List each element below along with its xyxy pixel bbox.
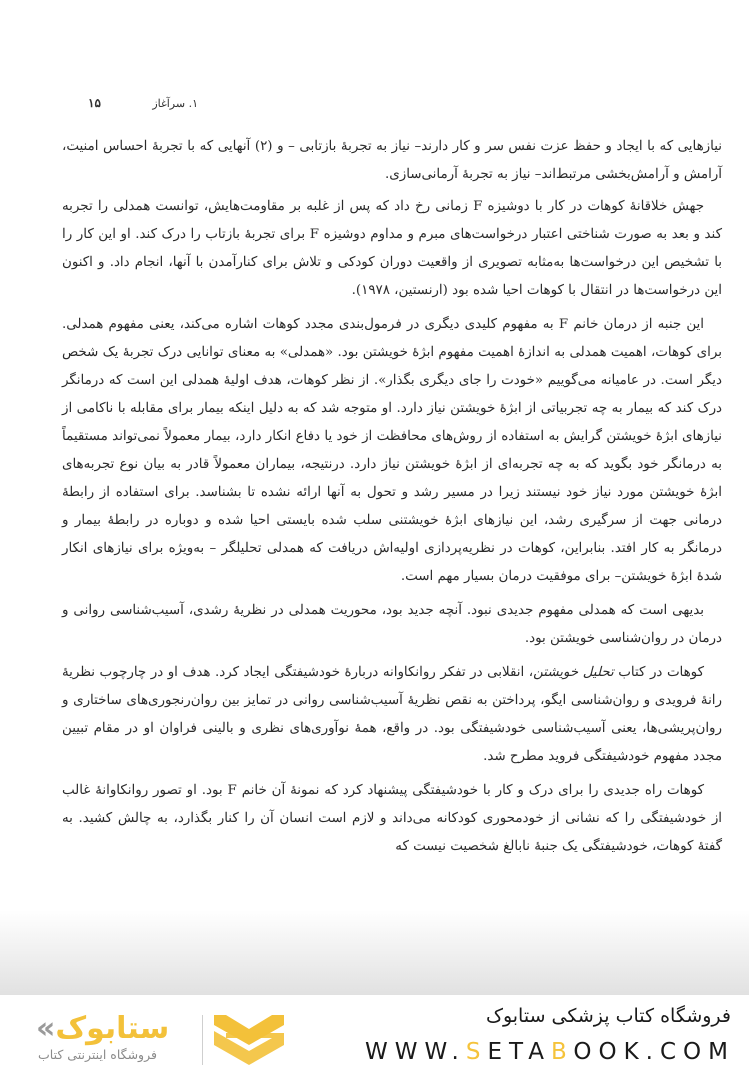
paragraph-6: کوهات راه جدیدی را برای درک و کار با خودشیفتگی پیشنهاد کرد که نمونهٔ آن خانم F بود. او تصور روانکاوانهٔ غالب از خودشیفتگی را که نشانی از خودمحوری کودکانه می‌داند و لازم است انسان آن را کنار بگذارد، به چالش کشید. به گفتهٔ کوهات، خودشیفتگی یک جنبهٔ نابالغ شخصیت نیست که — [62, 783, 722, 854]
paragraph-5-start: کوهات در کتاب — [613, 665, 704, 680]
paragraph-5-rest: ، انقلابی در تفکر روانکاوانه دربارهٔ خودشیفتگی ایجاد کرد. هدف او در چارچوب نظریهٔ رانهٔ فرویدی و روان‌شناسی ایگو، پرداختن به نقص نظریهٔ آسیب‌شناسی روانی در تمایز بین روان‌رنجوری‌های ساختاری و روان‌پریشی‌ها، یعنی آسیب‌شناسی خودشیفتگی بود. در واقع، همهٔ نوآوری‌های نظری و بالینی فراوان او در مقام تبیین مجدد مفهوم خودشیفتگی فروید مطرح شد. — [62, 665, 722, 764]
paragraph-1: نیازهایی که با ایجاد و حفظ عزت نفس سر و کار دارند– نیاز به تجربهٔ بازتابی – و (۲) آنهایی که با تجربهٔ احساس امنیت، آرامش و آرامش‌بخشی مرتبط‌اند– نیاز به تجربهٔ آرمانی‌سازی. — [62, 139, 722, 182]
running-head — [88, 96, 198, 110]
setabook-logo[interactable] — [32, 1011, 292, 1069]
url-part: OOK.COM — [573, 1039, 735, 1065]
chapter-title: ۱. سرآغاز — [152, 97, 198, 110]
url-part: ETA — [487, 1039, 552, 1065]
paragraph-5 — [62, 659, 722, 771]
url-part: WWW. — [364, 1039, 466, 1065]
paragraph-4: بدیهی است که همدلی مفهوم جدیدی نبود. آنچه جدید بود، محوریت همدلی در نظریهٔ رشدی، آسیب‌شناسی روانی و درمان در روان‌شناسی خویشتن بود. — [62, 603, 722, 646]
paragraph-2: جهش خلاقانهٔ کوهات در کار با دوشیزه F زمانی رخ داد که پس از غلبه بر مقاومت‌هایش، توانست همدلی را تجربه کند و بعد به صورت شناختی اعتبار درخواست‌های مبرم و مداوم دوشیزه F برای تجربهٔ بازتاب را درک کند. او این کار را با تشخیص این درخواست‌ها به‌مثابه تصویری از واقعیت دوران کودکی و تلاش برای کنارآمدن با آنها، انجام داد. و اکنون این درخواست‌ها در انتقال با کوهات احیا شده بود (ارنستین، ۱۹۷۸). — [62, 199, 723, 298]
logo-tagline: فروشگاه اینترنتی کتاب — [38, 1047, 157, 1062]
url-highlight-s: S — [465, 1039, 488, 1065]
store-url-link[interactable] — [365, 1039, 735, 1065]
watermark-footer — [0, 995, 749, 1079]
url-highlight-b: B — [551, 1039, 574, 1065]
paragraph-3: این جنبه از درمان خانم F به مفهوم کلیدی دیگری در فرمول‌بندی مجدد کوهات اشاره می‌کند، یعنی مفهوم همدلی. برای کوهات، اهمیت همدلی به اندازهٔ اهمیت مفهوم ابژهٔ خویشتن بود. «همدلی» به معنای توانایی درک تجربهٔ یک شخص دیگر است. در عامیانه می‌گوییم «خودت را جای دیگری بگذار». از نظر کوهات، هدف اولیهٔ همدلی این است که درمانگر درک کند که بیمار به چه تجربیاتی از ابژهٔ خویشتن نیاز دارد. او متوجه شد که به دلیل اینکه بیمار برای مقابله با ناکامی از نیازهای ابژهٔ خویشتن گرایش به استفاده از روش‌های محافظت از خود یا دفاع انکار دارد، بیمار معمولاً نمی‌تواند مستقیماً به درمانگر خود بگوید که به چه تجربه‌ای از ابژهٔ خویشتن نیاز دارد. درنتیجه، بیماران معمولاً قادر به بیان نوع تجربه‌های ابژهٔ خویشتن مورد نیاز خود نیستند زیرا در مسیر رشد و تحول به آنها ارائه نشده تا بشناسد. برای استفاده از رابطهٔ درمانی جهت از سرگیری رشد، این نیازهای ابژهٔ خویشتنی سلب شده بایستی احیا شده و دوباره در رابطهٔ بیمار و درمانگر به کار افتد. بنابراین، کوهات در نظریه‌پردازی اولیه‌اش دریافت که همدلی تحلیلگر – به‌ویژه برای نیازهای انکار شدهٔ ابژهٔ خویشتن– برای موفقیت درمان بسیار مهم است. — [62, 317, 722, 584]
page-number: ۱۵ — [88, 96, 101, 110]
book-title-italic: تحلیل خویشتن — [533, 665, 614, 680]
store-name: فروشگاه کتاب پزشکی ستابوک — [485, 1005, 731, 1027]
page-bottom-shadow — [0, 910, 749, 995]
logo-arrows: « — [36, 1011, 56, 1046]
logo-wordmark — [36, 1011, 169, 1046]
logo-name: ستابوک — [55, 1011, 170, 1046]
body-text — [62, 133, 722, 867]
chevron-s-icon — [214, 1013, 284, 1067]
logo-divider — [202, 1015, 203, 1065]
